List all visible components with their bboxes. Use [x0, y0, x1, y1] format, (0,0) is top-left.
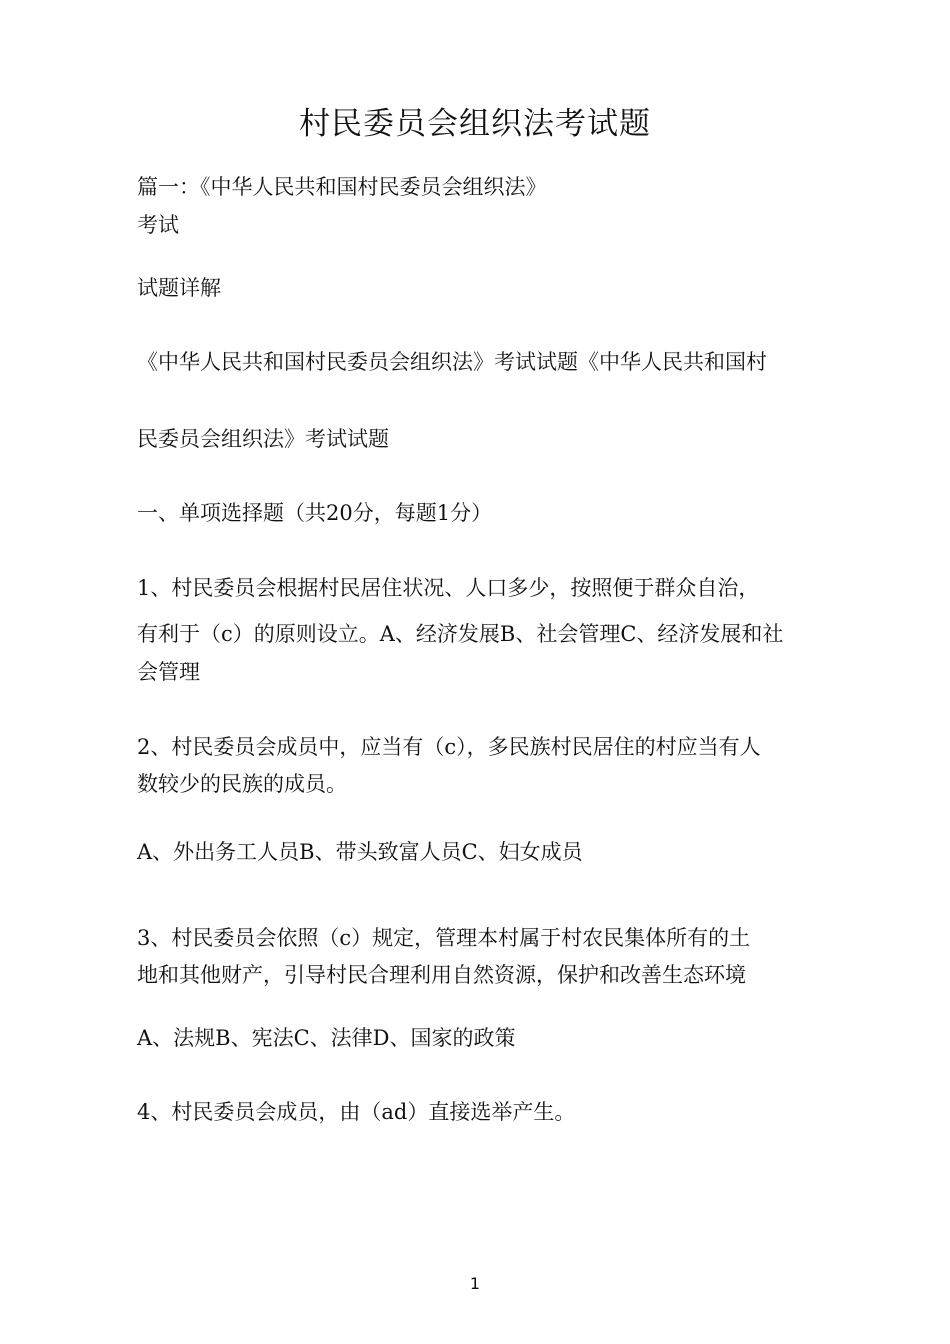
- question-2-options: A、外出务工人员B、带头致富人员C、妇女成员: [137, 840, 583, 864]
- document-title: 村民委员会组织法考试题: [299, 106, 651, 142]
- text-line: 篇一：《中华人民共和国村民委员会组织法》: [137, 175, 547, 199]
- question-2: 2、村民委员会成员中，应当有（c），多民族村民居住的村应当有人: [137, 735, 761, 759]
- question-4: 4、村民委员会成员，由（ad）直接选举产生。: [137, 1100, 576, 1124]
- question-2-cont: 数较少的民族的成员。: [137, 772, 347, 796]
- question-3: 3、村民委员会依照（c）规定，管理本村属于村农民集体所有的土: [137, 926, 751, 950]
- question-1-cont: 有利于（c）的原则设立。A、经济发展B、社会管理C、经济发展和社: [137, 622, 784, 646]
- question-1-cont: 会管理: [137, 660, 200, 684]
- question-3-cont: 地和其他财产，引导村民合理利用自然资源，保护和改善生态环境: [137, 963, 746, 987]
- text-line: 考试: [137, 213, 179, 237]
- page-number: 1: [469, 1274, 481, 1293]
- question-3-options: A、法规B、宪法C、法律D、国家的政策: [137, 1026, 516, 1050]
- text-line: 民委员会组织法》考试试题: [137, 427, 389, 451]
- text-line: 试题详解: [137, 276, 221, 300]
- question-1: 1、村民委员会根据村民居住状况、人口多少，按照便于群众自治，: [137, 576, 760, 600]
- section-heading: 一、单项选择题（共20分，每题1分）: [137, 501, 493, 525]
- text-line: 《中华人民共和国村民委员会组织法》考试试题《中华人民共和国村: [137, 350, 767, 374]
